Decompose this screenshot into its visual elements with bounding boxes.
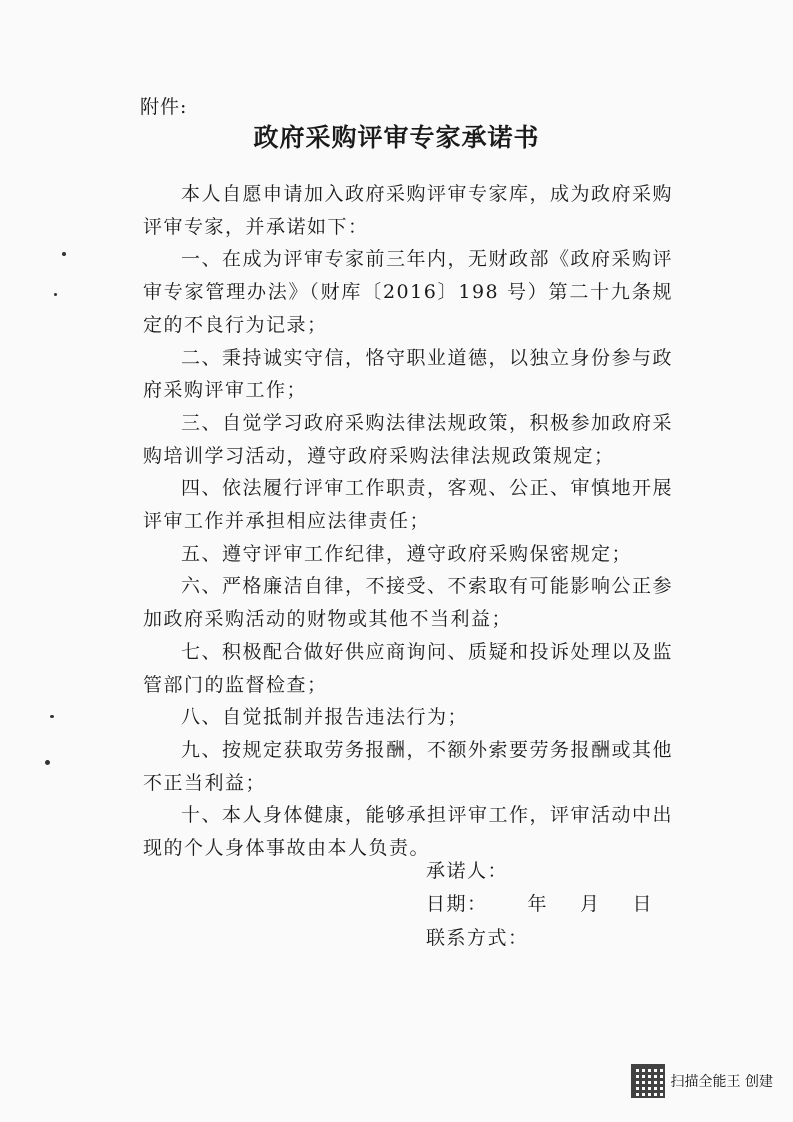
signature-contact	[426, 923, 529, 950]
paragraph-item-5: 五、遵守评审工作纪律，遵守政府采购保密规定；	[181, 542, 633, 565]
watermark-text: 扫描全能王 创建	[670, 1074, 773, 1090]
signature-promisor	[426, 856, 508, 883]
paragraph-item-10: 十、本人身体健康，能够承担评审工作，评审活动中出现的个人身体事故由本人负责。	[143, 804, 674, 860]
signature-date	[426, 889, 653, 916]
scan-speck	[50, 715, 54, 718]
paragraph-item-2: 二、秉持诚实守信，恪守职业道德，以独立身份参与政府采购评审工作；	[143, 346, 674, 402]
paragraph-item-4: 四、依法履行评审工作职责，客观、公正、审慎地开展评审工作并承担相应法律责任；	[143, 477, 674, 533]
paragraph-item-6: 六、严格廉洁自律，不接受、不索取有可能影响公正参加政府采购活动的财物或其他不当利益；	[143, 575, 674, 631]
promisor-label: 承诺人：	[426, 860, 509, 882]
date-month: 月	[580, 893, 601, 915]
scan-speck	[45, 760, 50, 765]
attachment-label: 附件:	[140, 96, 188, 118]
scan-speck	[54, 293, 57, 296]
qr-code-icon	[631, 1064, 665, 1098]
paragraph-item-1: 一、在成为评审专家前三年内，无财政部《政府采购评审专家管理办法》（财库〔2016〕198 号）第二十九条规定的不良行为记录；	[143, 248, 674, 336]
document-title: 政府采购评审专家承诺书	[253, 123, 540, 152]
scanner-watermark	[631, 1064, 773, 1098]
paragraph-item-9: 九、按规定获取劳务报酬，不额外索要劳务报酬或其他不正当利益；	[143, 738, 674, 794]
date-day: 日	[632, 893, 654, 915]
paragraph-item-3: 三、自觉学习政府采购法律法规政策，积极参加政府采购培训学习活动，遵守政府采购法律法规政策规定；	[143, 411, 674, 467]
date-label: 日期：	[426, 893, 488, 915]
date-year: 年	[527, 893, 549, 915]
document-body	[143, 178, 673, 865]
paragraph-item-7: 七、积极配合做好供应商询问、质疑和投诉处理以及监管部门的监督检查；	[143, 640, 674, 696]
contact-label: 联系方式：	[426, 927, 529, 949]
paragraph-intro: 本人自愿申请加入政府采购评审专家库，成为政府采购评审专家，并承诺如下：	[143, 183, 674, 238]
paragraph-item-8: 八、自觉抵制并报告违法行为；	[181, 706, 469, 729]
scan-speck	[62, 252, 66, 256]
